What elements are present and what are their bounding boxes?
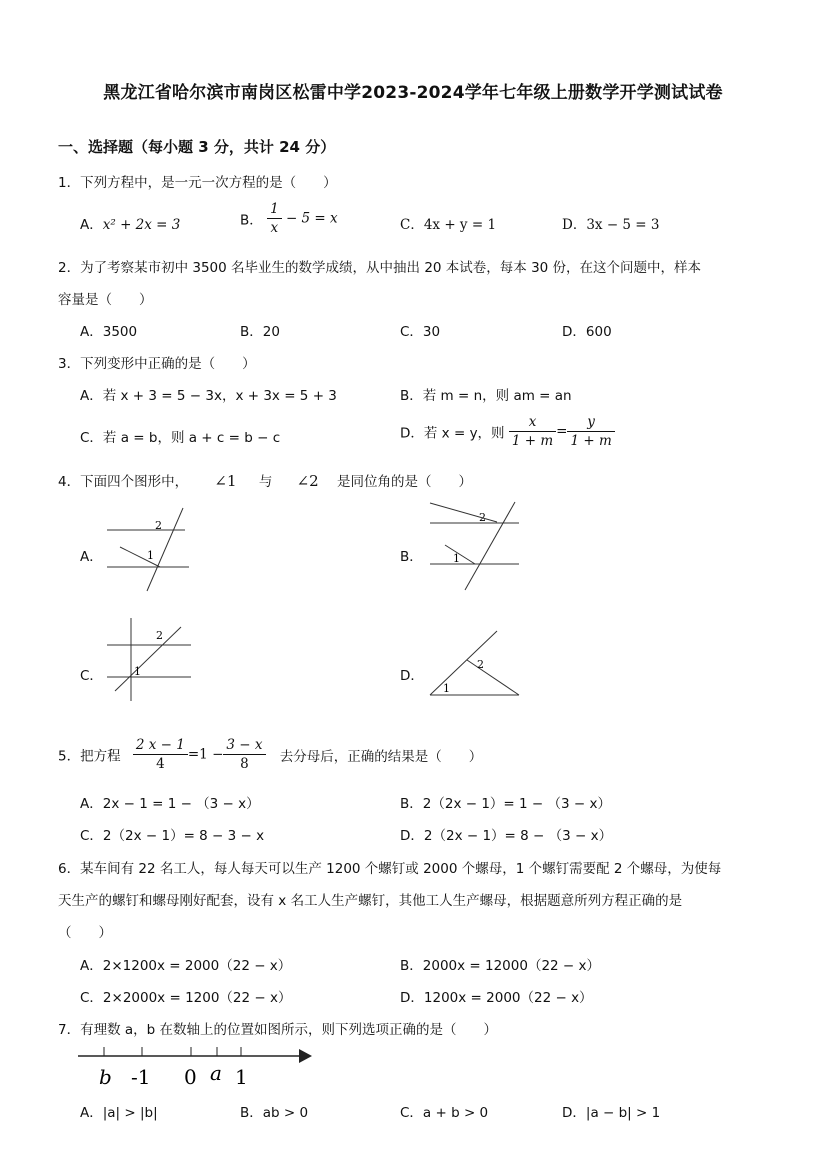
q7-option-b: B．ab > 0: [240, 1105, 309, 1121]
q6-option-b: B．2000x = 12000（22 − x）: [400, 958, 601, 974]
q7-option-c: C．a + b > 0: [400, 1105, 489, 1121]
question-3-stem: 3．下列变形中正确的是（ ）: [58, 356, 256, 372]
q4-option-d: D．: [400, 668, 424, 684]
axis-label-minus-1: -1: [131, 1065, 151, 1089]
q3-option-b: B．若 m = n，则 am = an: [400, 388, 572, 404]
axis-label-a: a: [210, 1061, 222, 1085]
q2-option-d: D．600: [562, 324, 612, 340]
angle-1-label: 1: [147, 549, 154, 562]
q2-option-b: B．20: [240, 324, 280, 340]
q7-option-d: D．|a − b| > 1: [562, 1105, 661, 1121]
q3-option-d: D．若 x = y，则 $\frac{x}{1 + m}$ = $\frac{y}{1 + m}$: [400, 413, 615, 450]
angle-1-label: 1: [453, 552, 460, 565]
axis-label-0: 0: [184, 1065, 197, 1089]
axis-label-b: b: [99, 1065, 112, 1089]
q2-option-c: C．30: [400, 324, 441, 340]
angle-2-label: 2: [156, 629, 163, 642]
q4-option-b: B．: [400, 549, 423, 565]
question-6-line2: 天生产的螺钉和螺母刚好配套，设有 x 名工人生产螺钉，其他工人生产螺母，根据题意所列方程正确的是: [58, 893, 683, 909]
q7-option-a: A．|a| > |b|: [80, 1105, 158, 1121]
question-6-line3: （ ）: [58, 925, 112, 941]
q4-figure-a: [105, 505, 195, 595]
q4-figure-b: [425, 500, 525, 595]
page-title: 黑龙江省哈尔滨市南岗区松雷中学2023-2024学年七年级上册数学开学测试试卷: [103, 83, 723, 103]
q1-option-a: A．x² + 2x = 3: [80, 217, 181, 233]
q5-option-a: A．2x − 1 = 1 − （3 − x）: [80, 796, 260, 812]
q3-option-c: C．若 a = b，则 a + c = b − c: [80, 430, 281, 446]
question-6-line1: 6．某车间有 22 名工人，每人每天可以生产 1200 个螺钉或 2000 个螺母，1 个螺钉需要配 2 个螺母，为使每: [58, 861, 722, 877]
angle-2-label: 2: [155, 519, 162, 532]
angle-1-label: 1: [134, 665, 141, 678]
q1-option-b: B． $\frac{1}{x}$ − 5 = x: [240, 201, 338, 236]
question-5-stem: 5．把方程 $\frac{2 x - 1}{4}$ =1 − $\frac{3 - x}{8}$ 去分母后，正确的结果是（ ）: [58, 737, 483, 772]
q1-option-d: D．3x − 5 = 3: [562, 217, 660, 233]
q1-option-c: C．4x + y = 1: [400, 217, 497, 233]
section-heading: 一、选择题（每小题 3 分，共计 24 分）: [58, 138, 336, 156]
q4-option-a: A．: [80, 549, 103, 565]
question-4-stem: 4．下面四个图形中， ∠1 与 ∠2 是同位角的是（ ）: [58, 472, 473, 490]
q4-figure-c: [105, 615, 200, 705]
question-1-stem: 1．下列方程中，是一元一次方程的是（ ）: [58, 175, 337, 191]
q4-option-c: C．: [80, 668, 103, 684]
q3-option-a: A．若 x + 3 = 5 − 3x，x + 3x = 5 + 3: [80, 388, 337, 404]
q5-option-c: C．2（2x − 1）= 8 − 3 − x: [80, 828, 265, 844]
q6-option-d: D．1200x = 2000（22 − x）: [400, 990, 593, 1006]
angle-2-label: 2: [479, 511, 486, 524]
question-2-stem-line1: 2．为了考察某市初中 3500 名毕业生的数学成绩，从中抽出 20 本试卷，每本 30 份，在这个问题中，样本: [58, 260, 702, 276]
q4-figure-d: [425, 628, 525, 700]
question-2-stem-line2: 容量是（ ）: [58, 292, 153, 308]
question-7-stem: 7．有理数 a，b 在数轴上的位置如图所示，则下列选项正确的是（ ）: [58, 1022, 498, 1038]
angle-1-label: 1: [443, 682, 450, 695]
q6-option-c: C．2×2000x = 1200（22 − x）: [80, 990, 292, 1006]
q2-option-a: A．3500: [80, 324, 138, 340]
angle-2-label: 2: [477, 658, 484, 671]
axis-label-1: 1: [235, 1065, 248, 1089]
q6-option-a: A．2×1200x = 2000（22 − x）: [80, 958, 292, 974]
q5-option-b: B．2（2x − 1）= 1 − （3 − x）: [400, 796, 611, 812]
number-line: [78, 1042, 318, 1090]
q5-option-d: D．2（2x − 1）= 8 − （3 − x）: [400, 828, 613, 844]
